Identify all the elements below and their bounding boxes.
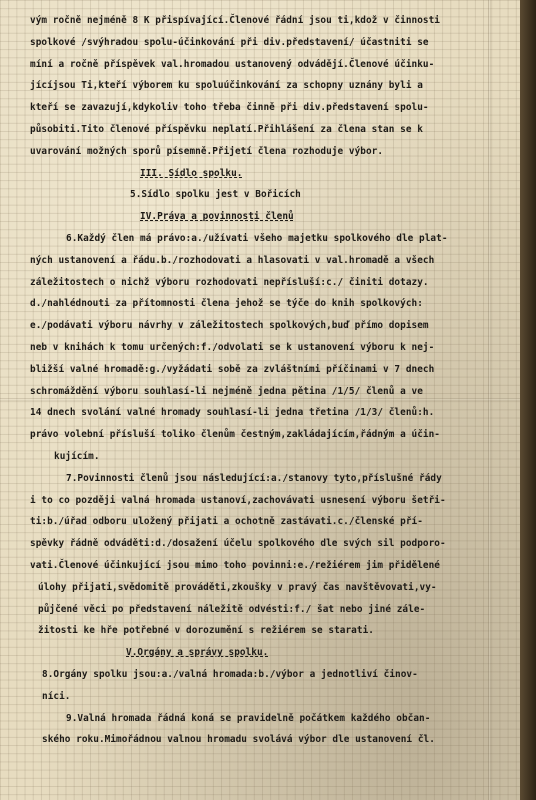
- text-line: míní a ročně příspěvek val.hromadou ustanovený odvádějí.Členové účinku-: [30, 58, 435, 70]
- text-line: neb v knihách k tomu určených:f./odvolati se k ustanovení výboru k nej-: [30, 341, 435, 353]
- text-line: jícíjsou Ti,kteří výborem ku spoluúčinkování za schopny uznány byli a: [30, 80, 423, 92]
- text-line: schromáždění výboru souhlasí-li nejméně jedna pětina /1/5/ členů a ve: [30, 385, 423, 397]
- text-line: žitosti ke hře potřebné v dorozumění s režiérem se starati.: [38, 625, 374, 637]
- text-line: 5.Sídlo spolku jest v Bořicích: [130, 189, 301, 201]
- text-line: půjčené věci po představení náležitě odvésti:f./ šat nebo jiné zále-: [38, 603, 426, 615]
- text-line: d./nahlédnouti za přítomnosti člena jehož se týče do knih spolkových:: [30, 298, 423, 310]
- text-line: ského roku.Mimořádnou valnou hromadu svolává výbor dle ustanovení čl.: [42, 734, 435, 746]
- text-line: vati.Členové účinkující jsou mimo toho povinni:e./režiérem jim přidělené: [30, 559, 440, 571]
- text-line: e./podávati výboru návrhy v záležitostech spolkových,buď přímo dopisem: [30, 320, 429, 332]
- text-line: 14 dnech svolání valné hromady souhlasí-li jedna třetina /1/3/ členů:h.: [30, 407, 435, 419]
- text-line: kujícím.: [54, 450, 100, 462]
- section-heading: IV.Práva a povinnosti členů: [140, 211, 294, 223]
- text-line: úlohy přijati,svědomitě prováděti,zkoušky v pravý čas navštěvovati,vy-: [38, 581, 437, 593]
- text-line: ných ustanovení a řádu.b./rozhodovati a hlasovati v val.hromadě a všech: [30, 254, 435, 266]
- text-line: uvarování možných sporů písemně.Přijetí člena rozhoduje výbor.: [30, 145, 384, 157]
- text-line: i to co později valná hromada ustanoví,zachovávati usnesení výboru šetři-: [30, 494, 446, 506]
- text-line: právo volební přísluší toliko členům čestným,zakládajícím,řádným a účin-: [30, 429, 440, 441]
- text-line: záležitostech o nichž výboru rozhodovati nepřísluší:c./ činiti dotazy.: [30, 276, 429, 288]
- text-line: kteří se zavazují,kdykoliv toho třeba činně při div.představení spolu-: [30, 102, 429, 114]
- text-line: vým ročně nejméně 8 K přispívající.Členové řádní jsou ti,kdož v činnosti: [30, 15, 440, 26]
- text-line: 8.Orgány spolku jsou:a./valná hromada:b./výbor a jednotliví činov-: [42, 668, 418, 680]
- text-line: 6.Každý člen má právo:a./užívati všeho majetku spolkového dle plat-: [66, 232, 448, 244]
- text-line: spěvky řádně odváděti:d./dosažení účelu spolkového dle svých sil podporo-: [30, 538, 446, 550]
- text-line: níci.: [42, 690, 71, 702]
- text-line: ti:b./úřad odboru uložený přijati a ochotně zastávati.c./členské pří-: [30, 516, 423, 528]
- page-shadow-edge: [520, 0, 536, 800]
- text-line: bližší valné hromadě:g./vyžádati sobě za zvláštními příčinami v 7 dnech: [30, 363, 435, 375]
- text-line: 9.Valná hromada řádná koná se pravidelně počátkem každého občan-: [66, 712, 431, 724]
- text-line: 7.Povinnosti členů jsou následující:a./stanovy tyto,příslušné řády: [66, 472, 442, 484]
- section-heading: III. Sídlo spolku.: [140, 167, 243, 179]
- text-line: spolkové /svýhradou spolu-účinkování při div.představení/ účastniti se: [30, 36, 429, 48]
- section-heading: V.Orgány a správy spolku.: [126, 647, 269, 659]
- typewritten-text: [30, 10, 490, 751]
- text-line: působiti.Tito členové příspěvku neplatí.Přihlášení za člena stan se k: [30, 123, 423, 135]
